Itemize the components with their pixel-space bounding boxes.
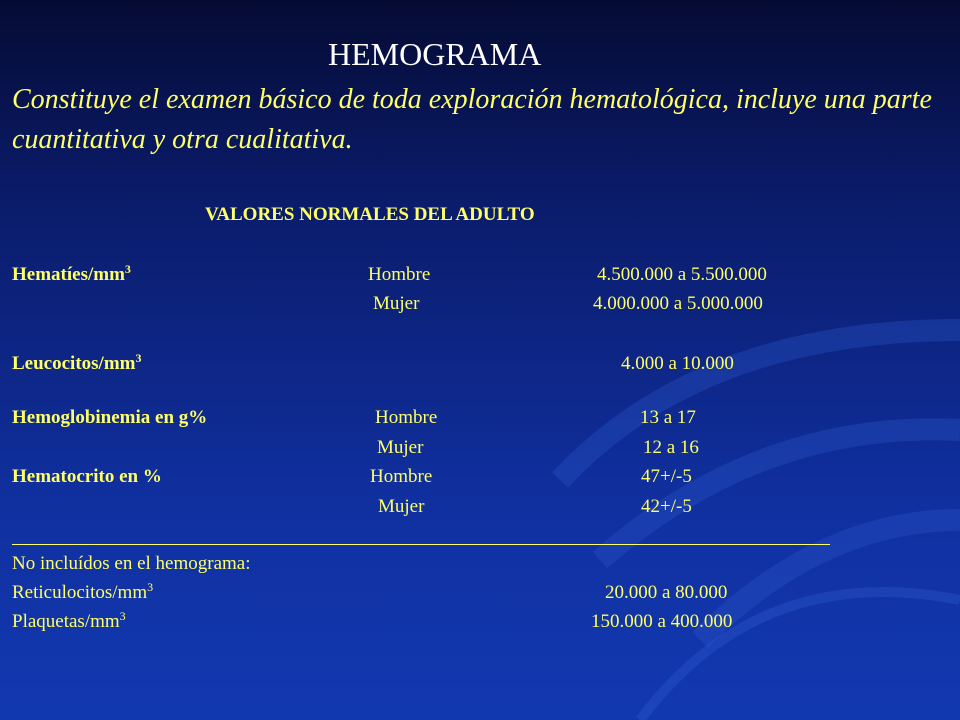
excluded-title: No incluídos en el hemograma:	[12, 553, 251, 574]
row-value: 13 a 17	[640, 407, 696, 428]
row-label-hemoglobinemia: Hemoglobinemia en g%	[12, 407, 208, 428]
row-value: 47+/-5	[641, 466, 692, 487]
excluded-value: 150.000 a 400.000	[591, 611, 733, 632]
row-sex: Hombre	[368, 264, 431, 285]
row-value: 4.000 a 10.000	[621, 353, 734, 374]
slide-title: HEMOGRAMA	[328, 36, 542, 72]
row-sex: Mujer	[373, 293, 420, 314]
intro-paragraph: Constituye el examen básico de toda exploración hematológica, incluye una parte cuantitativa y otra cualitativa.	[12, 84, 932, 155]
row-sex: Hombre	[370, 466, 433, 487]
excluded-label-reticulocitos: Reticulocitos/$mm^3$	[12, 580, 154, 603]
row-sex: Mujer	[377, 437, 424, 458]
row-sex: Hombre	[375, 407, 438, 428]
row-label-hematies: Hematíes/$mm^3$	[12, 262, 131, 285]
excluded-label-plaquetas: Plaquetas/$mm^3$	[12, 609, 126, 632]
row-value: 4.000.000 a 5.000.000	[593, 293, 763, 314]
row-value: 42+/-5	[641, 496, 692, 517]
section-title: VALORES NORMALES DEL ADULTO	[205, 204, 535, 225]
row-sex: Mujer	[378, 496, 425, 517]
row-label-hematocrito: Hematocrito en %	[12, 466, 162, 487]
divider-line	[12, 544, 830, 545]
row-value: 12 a 16	[643, 437, 699, 458]
row-value: 4.500.000 a 5.500.000	[597, 264, 767, 285]
row-label-leucocitos: Leucocitos/$mm^3$	[12, 351, 142, 374]
excluded-value: 20.000 a 80.000	[605, 582, 728, 603]
